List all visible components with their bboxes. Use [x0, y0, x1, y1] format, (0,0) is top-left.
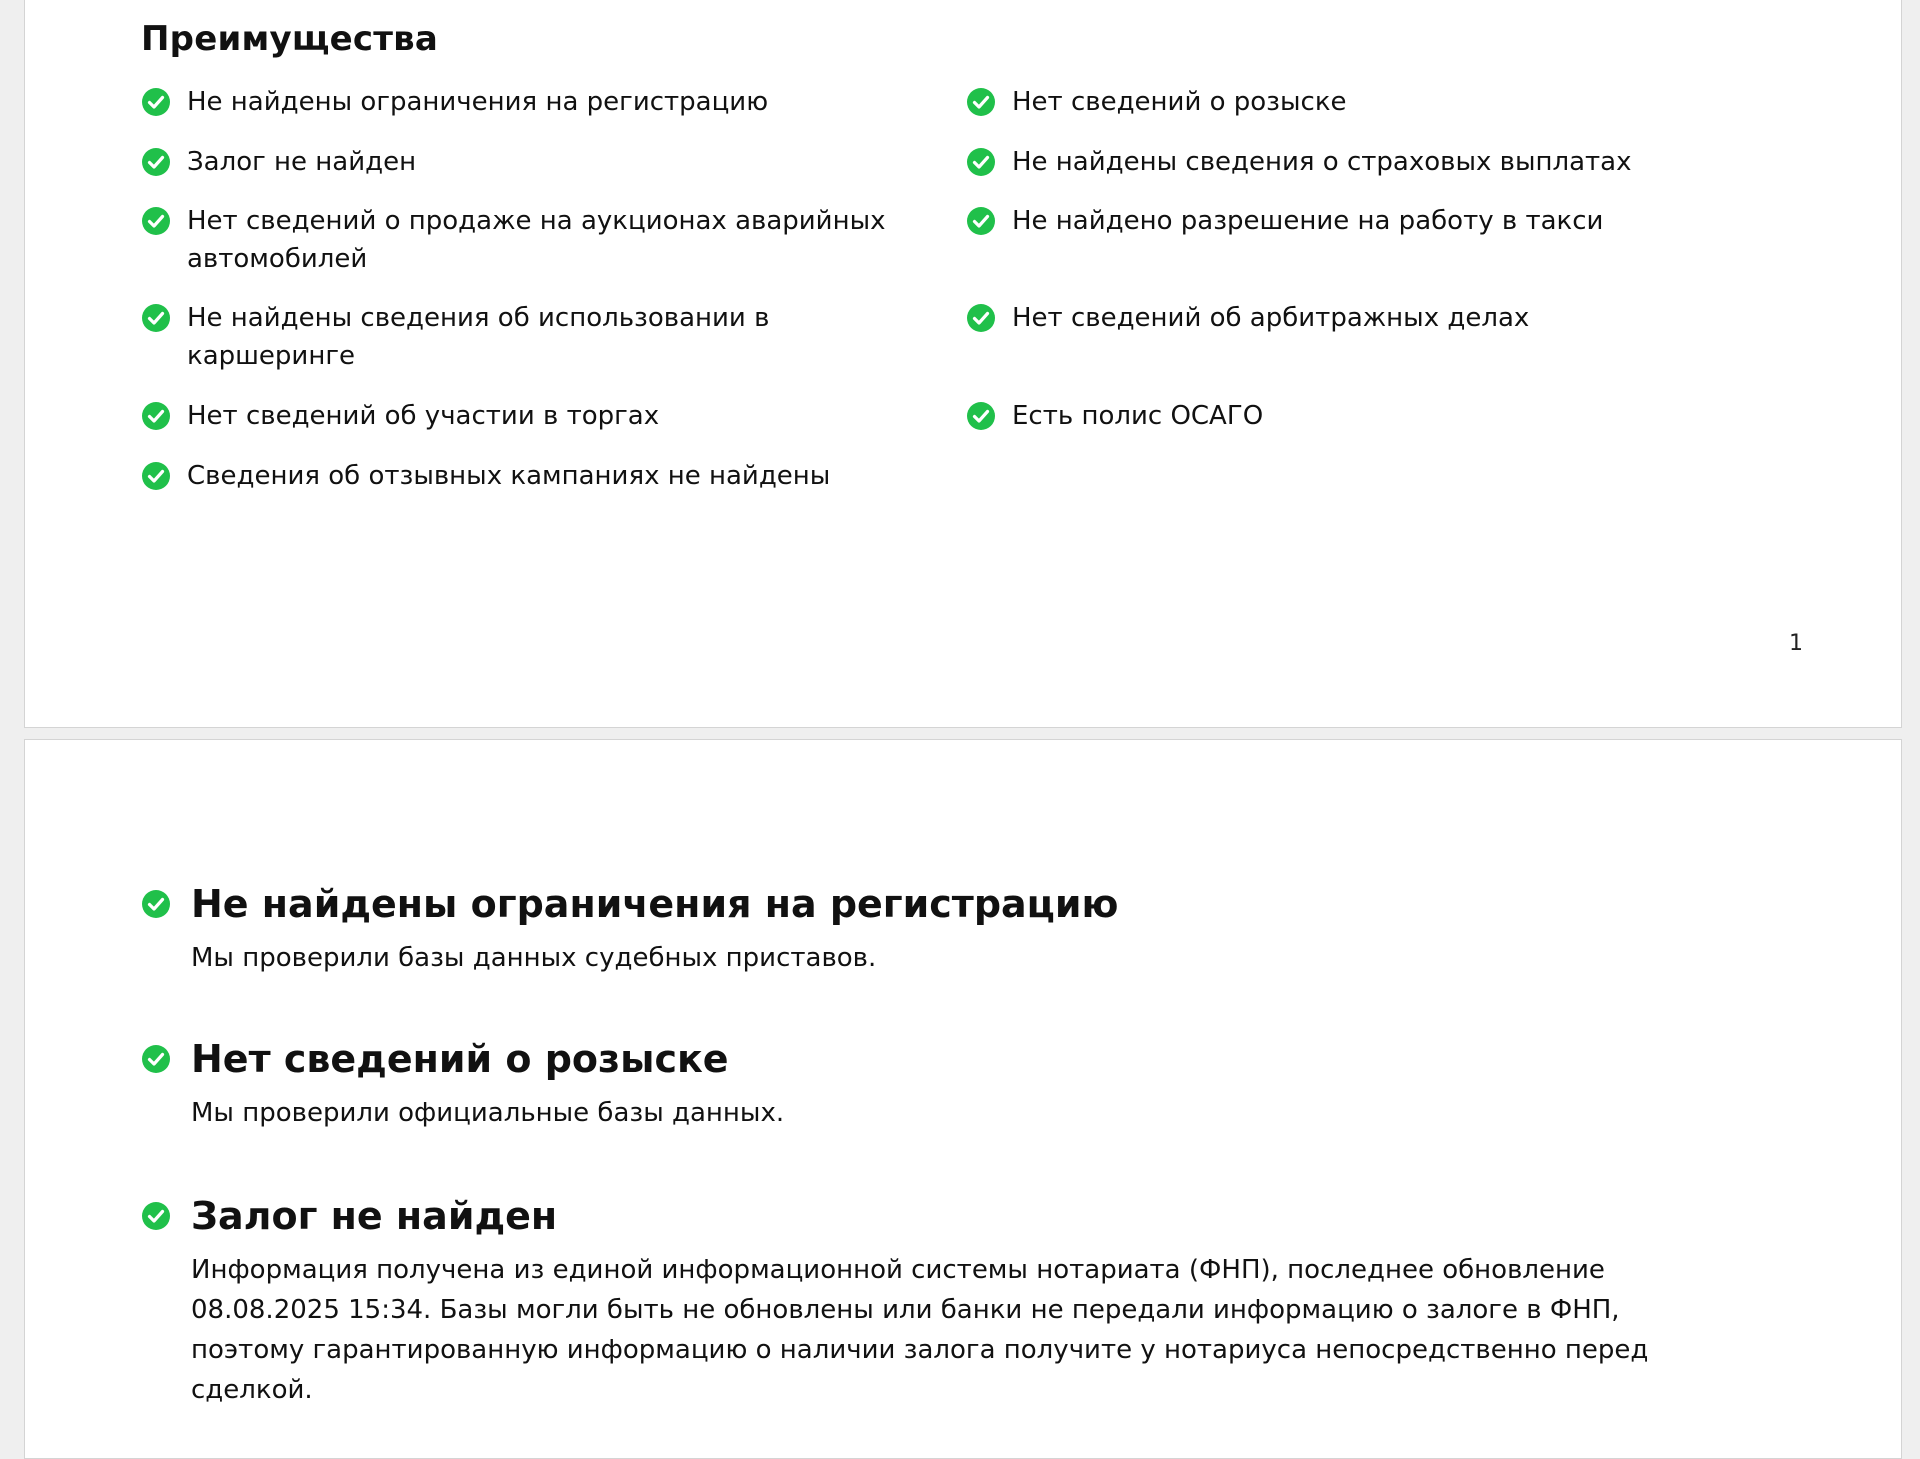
advantage-item	[966, 143, 1866, 181]
advantage-label: Не найдены сведения о страховых выплатах	[1012, 147, 1632, 177]
detail-text: Мы проверили официальные базы данных.	[191, 1098, 785, 1128]
check-circle-icon	[141, 1044, 171, 1074]
advantage-item	[141, 457, 941, 495]
check-circle-icon	[141, 87, 171, 117]
check-circle-icon	[966, 303, 996, 333]
advantage-item	[966, 299, 1866, 337]
advantage-label: Залог не найден	[187, 147, 417, 177]
check-circle-icon	[141, 889, 171, 919]
advantage-item	[141, 299, 941, 375]
check-circle-icon	[141, 147, 171, 177]
advantage-label: Не найдены сведения об использовании в каршеринге	[187, 303, 770, 371]
advantage-item	[141, 143, 941, 181]
check-circle-icon	[966, 87, 996, 117]
detail-section	[141, 1190, 1741, 1410]
detail-text: Информация получена из единой информационной системы нотариата (ФНП), последнее обновление 08.08.2025 15:34. Базы могли быть не обновлены или банки не передали информацию о залоге в ФНП, поэтому гарантированную информацию о наличии залога получите у нотариуса непосредственно перед сделкой.	[191, 1255, 1649, 1405]
detail-heading-row	[141, 1190, 1741, 1242]
advantage-label: Есть полис ОСАГО	[1012, 401, 1264, 431]
check-circle-icon	[141, 461, 171, 491]
advantage-label: Не найдены ограничения на регистрацию	[187, 87, 769, 117]
advantage-label: Нет сведений об арбитражных делах	[1012, 303, 1530, 333]
advantage-item	[966, 202, 1866, 240]
advantage-label: Сведения об отзывных кампаниях не найдены	[187, 461, 831, 491]
detail-section	[141, 878, 1741, 978]
check-circle-icon	[966, 401, 996, 431]
detail-text: Мы проверили базы данных судебных приставов.	[191, 943, 877, 973]
check-circle-icon	[141, 1201, 171, 1231]
check-circle-icon	[141, 206, 171, 236]
advantage-item	[141, 202, 941, 278]
advantage-item	[141, 397, 941, 435]
advantage-label: Не найдено разрешение на работу в такси	[1012, 206, 1604, 236]
document-page-2	[24, 739, 1902, 1459]
section-title: Преимущества	[141, 19, 438, 59]
page-number: 1	[1789, 631, 1803, 656]
detail-heading-row	[141, 1033, 1741, 1085]
detail-section	[141, 1033, 1741, 1133]
check-circle-icon	[141, 401, 171, 431]
advantage-label: Нет сведений о продаже на аукционах аварийных автомобилей	[187, 206, 886, 274]
check-circle-icon	[966, 147, 996, 177]
detail-title: Не найдены ограничения на регистрацию	[191, 882, 1119, 926]
advantage-item	[966, 83, 1866, 121]
check-circle-icon	[141, 303, 171, 333]
document-page-1	[24, 0, 1902, 728]
detail-title: Залог не найден	[191, 1194, 558, 1238]
advantage-label: Нет сведений о розыске	[1012, 87, 1347, 117]
check-circle-icon	[966, 206, 996, 236]
advantage-item	[141, 83, 941, 121]
detail-title: Нет сведений о розыске	[191, 1037, 729, 1081]
advantage-item	[966, 397, 1866, 435]
detail-heading-row	[141, 878, 1741, 930]
advantage-label: Нет сведений об участии в торгах	[187, 401, 660, 431]
